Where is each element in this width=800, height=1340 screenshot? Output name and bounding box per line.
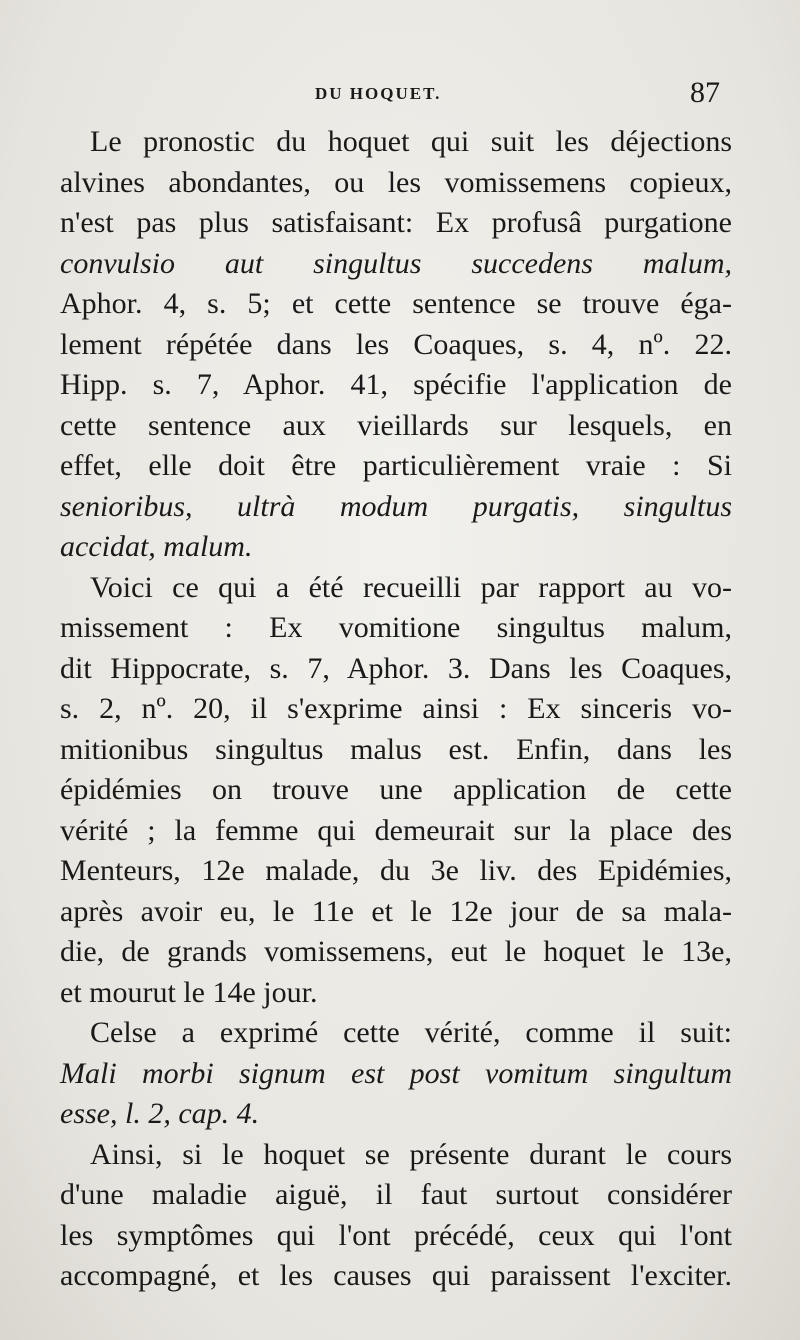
text-line: Celse a exprimé cette vérité, comme il suit: [90,1016,732,1049]
text-line: Hipp. s. 7, Aphor. 41, spécifie l'application de [60,368,732,401]
text-line: Ainsi, si le hoquet se présente durant le cours [90,1137,732,1171]
text-line: dit Hippocrate, s. 7, Aphor. 3. Dans les Coaques, [60,651,732,685]
text-line: Menteurs, 12e malade, du 3e liv. des Epidémies, [60,854,732,887]
page-header [60,76,720,116]
text-line: vérité ; la femme qui demeurait sur la place des [60,813,732,847]
paragraph [60,1013,732,1135]
text-line: lement répétée dans les Coaques, s. 4, nº. 22. [60,327,732,361]
text-line: après avoir eu, le 11e et le 12e jour de sa mala- [60,894,732,928]
text-line: missement : Ex vomitione singultus malum, [60,611,732,644]
text-line: Mali morbi signum est post vomitum singultum [60,1056,732,1090]
text-line: Voici ce qui a été recueilli par rapport au vo- [90,570,732,604]
paragraph [60,122,732,568]
text-line: alvines abondantes, ou les vomissemens copieux, [60,165,732,199]
text-line: senioribus, ultrà modum purgatis, singultus [60,489,732,523]
paragraph [60,568,732,1014]
page-number: 87 [690,76,720,109]
text-line: épidémies on trouve une application de cette [60,773,732,806]
text-line: mitionibus singultus malus est. Enfin, dans les [60,732,732,766]
text-line: effet, elle doit être particulièrement vraie : Si [60,449,732,482]
paragraph [60,1135,732,1297]
text-line: les symptômes qui l'ont précédé, ceux qui l'ont [60,1218,732,1252]
body-text [60,122,732,1297]
text-line: die, de grands vomissemens, eut le hoquet le 13e, [60,935,732,968]
text-line: n'est pas plus satisfaisant: Ex profusâ purgatione [60,206,732,239]
text-line: s. 2, nº. 20, il s'exprime ainsi : Ex sinceris vo- [60,692,732,725]
text-line: convulsio aut singultus succedens malum, [60,246,732,280]
text-line: accompagné, et les causes qui paraissent l'exciter. [60,1259,732,1292]
text-line: Aphor. 4, s. 5; et cette sentence se trouve éga- [60,287,732,320]
text-line: accidat, malum. [60,530,253,563]
text-line: esse, l. 2, cap. 4. [60,1097,260,1130]
text-line: et mourut le 14e jour. [60,975,318,1009]
text-line: d'une maladie aiguë, il faut surtout considérer [60,1178,732,1211]
running-title: DU HOQUET. [315,84,442,103]
text-line: Le pronostic du hoquet qui suit les déjections [90,125,732,158]
text-line: cette sentence aux vieillards sur lesquels, en [60,408,732,442]
